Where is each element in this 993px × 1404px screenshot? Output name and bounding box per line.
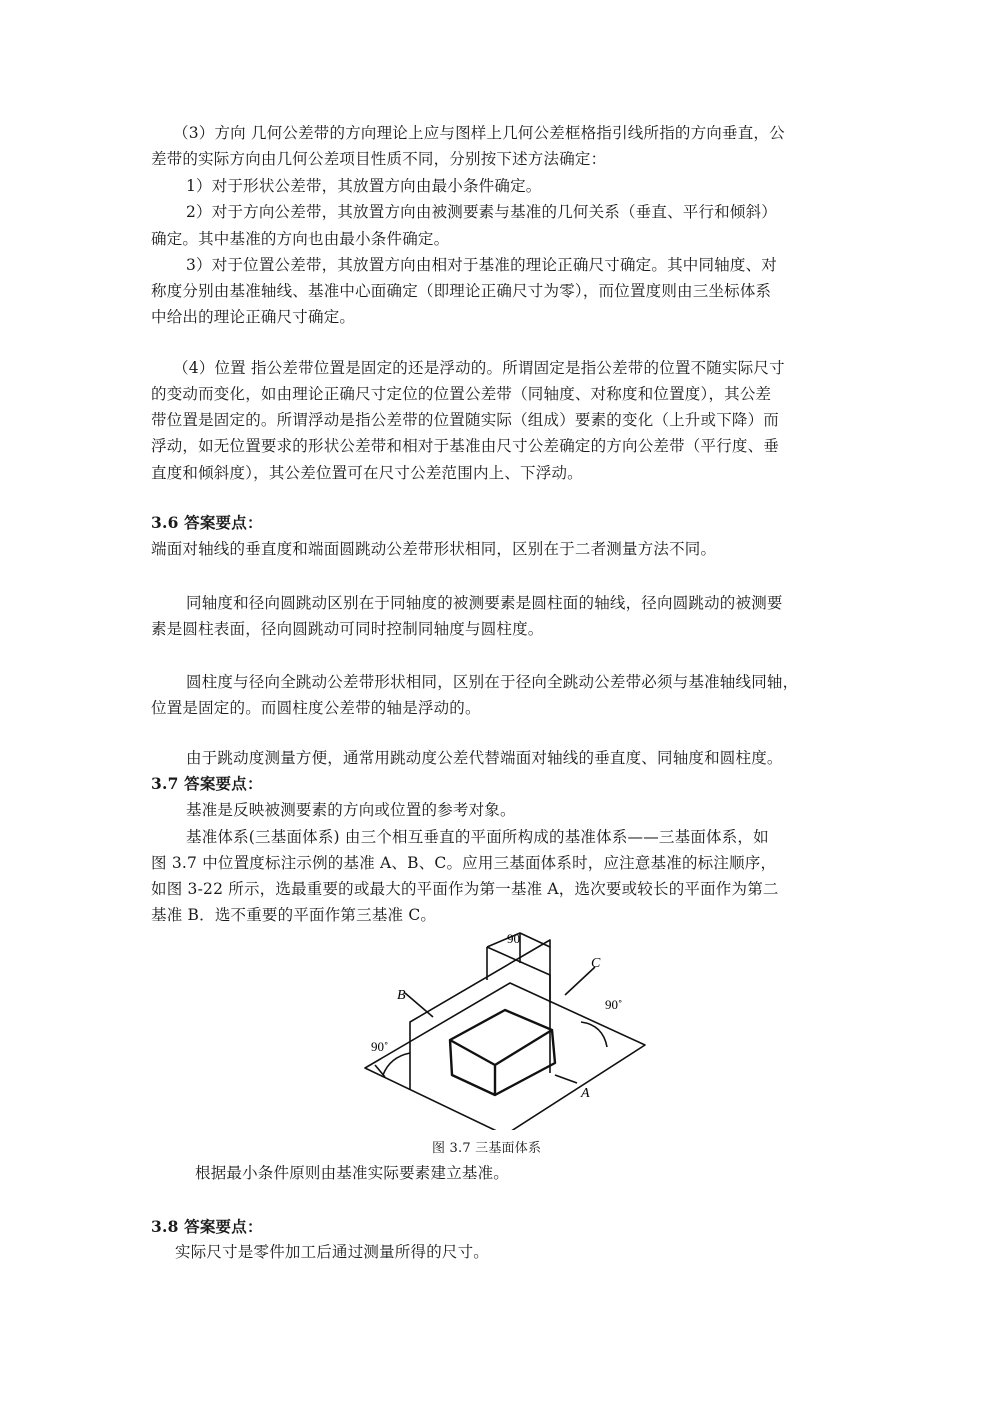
para-direction-item1: 1）对于形状公差带，其放置方向由最小条件确定。 [186, 177, 542, 195]
para-position-line4: 浮动，如无位置要求的形状公差带和相对于基准由尺寸公差确定的方向公差带（平行度、垂 [151, 437, 780, 455]
para-3-6-line1: 端面对轴线的垂直度和端面圆跳动公差带形状相同，区别在于二者测量方法不同。 [151, 540, 717, 558]
para-3-7-line3: 图 3.7 中位置度标注示例的基准 A、B、C。应用三基面体系时，应注意基准的标注顺序， [151, 854, 777, 872]
figure-label-c: C [591, 956, 601, 971]
figure-label-90-right: 90˚ [605, 997, 623, 1012]
para-3-6-coaxial-line2: 素是圆柱表面，径向圆跳动可同时控制同轴度与圆柱度。 [151, 620, 544, 638]
datum-plane-a [365, 983, 645, 1130]
heading-3-8: 3.8 答案要点： [151, 1217, 263, 1236]
figure-label-b: B [397, 988, 406, 1003]
para-3-7-line2: 基准体系(三基面体系) 由三个相互垂直的平面所构成的基准体系——三基面体系，如 [186, 828, 769, 846]
figure-label-a: A [581, 1086, 590, 1101]
para-3-6-runout: 由于跳动度测量方便，通常用跳动度公差代替端面对轴线的垂直度、同轴度和圆柱度。 [186, 749, 783, 767]
para-after-figure: 根据最小条件原则由基准实际要素建立基准。 [195, 1164, 510, 1182]
para-direction-line2: 差带的实际方向由几何公差项目性质不同，分别按下述方法确定： [151, 150, 607, 168]
para-3-7-line4: 如图 3-22 所示，选最重要的或最大的平面作为第一基准 A，选次要或较长的平面作为第二 [151, 880, 779, 898]
para-position-line5: 直度和倾斜度），其公差位置可在尺寸公差范围内上、下浮动。 [151, 464, 583, 482]
heading-3-6: 3.6 答案要点： [151, 513, 263, 532]
para-3-6-coaxial-line1: 同轴度和径向圆跳动区别在于同轴度的被测要素是圆柱面的轴线，径向圆跳动的被测要 [186, 594, 783, 612]
para-3-7-line5: 基准 B．选不重要的平面作第三基准 C。 [151, 906, 437, 924]
para-position-line3: 带位置是固定的。所谓浮动是指公差带的位置随实际（组成）要素的变化（上升或下降）而 [151, 411, 780, 429]
para-direction-item2-line1: 2）对于方向公差带，其放置方向由被测要素与基准的几何关系（垂直、平行和倾斜） [186, 203, 777, 221]
part-block [450, 1010, 555, 1095]
para-3-7-line1: 基准是反映被测要素的方向或位置的参考对象。 [186, 801, 516, 819]
figure-caption: 图 3.7 三基面体系 [432, 1141, 542, 1156]
para-direction-item3-line1: 3）对于位置公差带，其放置方向由相对于基准的理论正确尺寸确定。其中同轴度、对 [186, 256, 777, 274]
para-direction-item2-line2: 确定。其中基准的方向也由最小条件确定。 [151, 230, 450, 248]
para-direction-item3-line2: 称度分别由基准轴线、基准中心面确定（即理论正确尺寸为零），而位置度则由三坐标体系 [151, 282, 772, 300]
figure-label-90-left: 90˚ [371, 1039, 389, 1054]
para-position-line1: （4）位置 指公差带位置是固定的还是浮动的。所谓固定是指公差带的位置不随实际尺寸 [173, 359, 785, 377]
heading-3-7: 3.7 答案要点： [151, 774, 263, 793]
datum-system-figure [355, 925, 655, 1130]
para-3-6-cylindricity-line1: 圆柱度与径向全跳动公差带形状相同，区别在于径向全跳动公差带必须与基准轴线同轴， [186, 673, 799, 691]
para-direction-line1: （3）方向 几何公差带的方向理论上应与图样上几何公差框格指引线所指的方向垂直，公 [173, 124, 785, 142]
datum-plane-c [487, 947, 550, 1073]
para-3-6-cylindricity-line2: 位置是固定的。而圆柱度公差带的轴是浮动的。 [151, 699, 481, 717]
para-3-8-line1: 实际尺寸是零件加工后通过测量所得的尺寸。 [175, 1243, 490, 1261]
para-position-line2: 的变动而变化，如由理论正确尺寸定位的位置公差带（同轴度、对称度和位置度），其公差 [151, 385, 772, 403]
para-direction-item3-line3: 中给出的理论正确尺寸确定。 [151, 308, 356, 326]
figure-label-90-top: 90 [507, 931, 520, 946]
